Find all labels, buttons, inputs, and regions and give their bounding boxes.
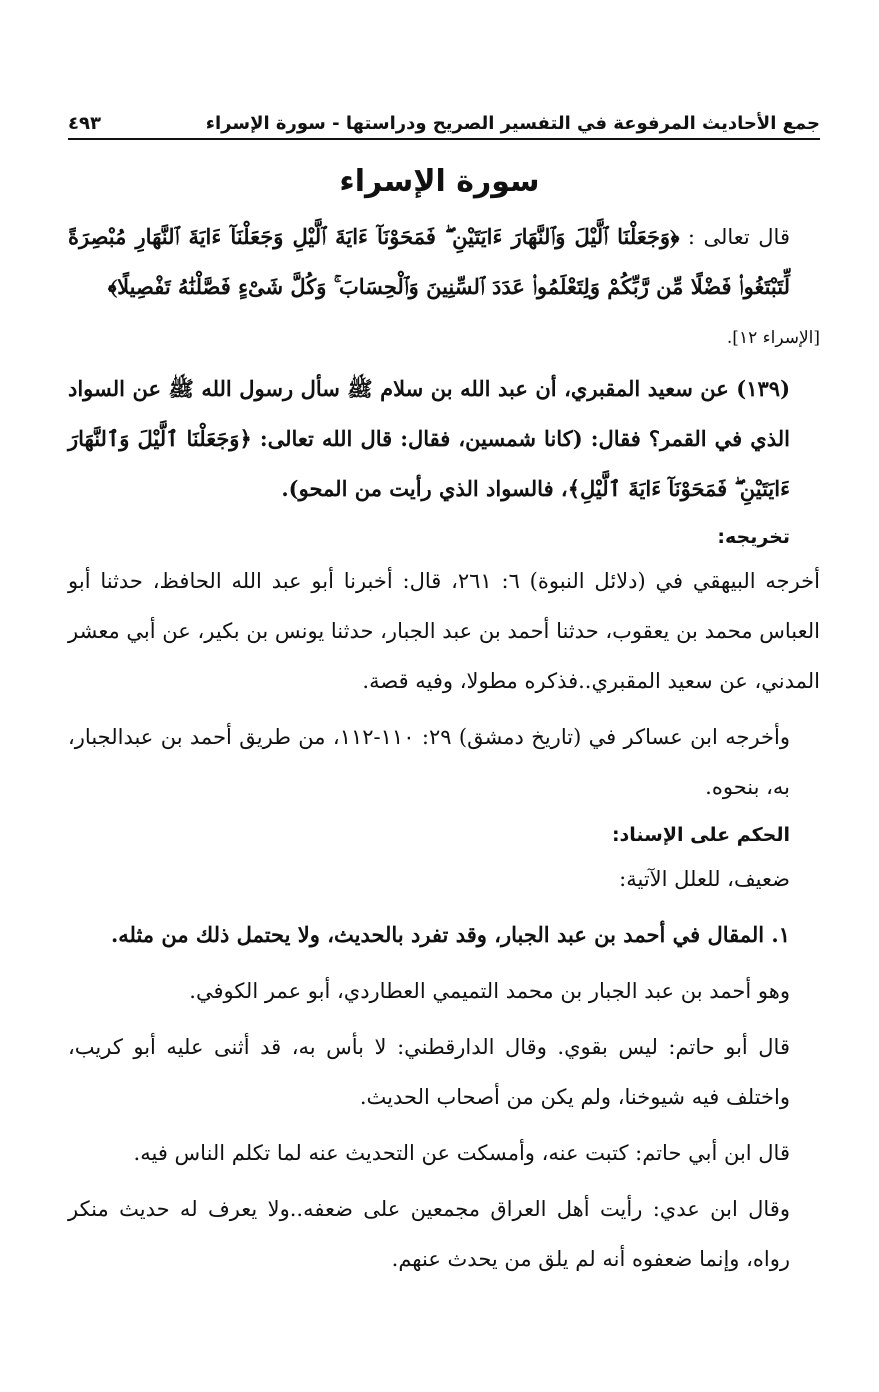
verse-reference: [الإسراء ١٢]. [726,328,820,348]
takhrij-heading: تخريجه: [717,526,790,548]
hadith-text: (١٣٩) عن سعيد المقبري، أن عبد الله بن سلام ﷺ سأل رسول الله ﷺ عن السواد الذي في القمر؟ فقال: (كانا شمسين، فقال: قال الله تعالى: ﴿وَجَعَلْنَا ٱلَّيْلَ وَٱلنَّهَارَ ءَايَتَيْنِ ۖ فَمَحَوْنَآ ءَايَةَ ٱلَّيْلِ﴾، فالسواد الذي رأيت من المحو). [68,376,790,501]
takhrij-paragraph-1: أخرجه البيهقي في (دلائل النبوة) ٦: ٢٦١، قال: أخبرنا أبو عبد الله الحافظ، حدثنا أبو العباس محمد بن يعقوب، حدثنا أحمد بن عبد الجبار، حدثنا يونس بن بكير، عن أبي معشر المدني، عن سعيد المقبري..فذكره مطولا، وفيه قصة. [68,569,820,693]
hukm-heading: الحكم على الإسناد: [611,824,790,846]
page-body [68,212,820,1290]
header-divider [68,138,820,140]
running-title: جمع الأحاديث المرفوعة في التفسير الصريح ودراستها - سورة الإسراء [205,113,820,134]
hukm-point-1: ١. المقال في أحمد بن عبد الجبار، وقد تفرد بالحديث، ولا يحتمل ذلك من مثله. [110,922,790,947]
verse-paragraph [68,212,820,312]
surah-title: سورة الإسراء [339,164,540,199]
verse-intro: قال تعالى : [687,225,790,249]
hukm-intro: ضعيف، للعلل الآتية: [619,867,790,891]
hukm-paragraph-2: قال أبو حاتم: ليس بقوي. وقال الدارقطني: لا بأس به، قد أثنى عليه أبو كريب، واختلف فيه شيوخنا، ولم يكن من أصحاب الحديث. [68,1035,790,1109]
hukm-paragraph-1: وهو أحمد بن عبد الجبار بن محمد التميمي العطاردي، أبو عمر الكوفي. [189,979,790,1003]
quran-verse: ﴿وَجَعَلْنَا ٱلَّيْلَ وَٱلنَّهَارَ ءَايَتَيْنِ ۖ فَمَحَوْنَآ ءَايَةَ ٱلَّيْلِ وَجَعَلْنَآ ءَايَةَ ٱلنَّهَارِ مُبْصِرَةً لِّتَبْتَغُوا۟ فَضْلًا مِّن رَّبِّكُمْ وَلِتَعْلَمُوا۟ عَدَدَ ٱلسِّنِينَ وَٱلْحِسَابَ ۚ وَكُلَّ شَىْءٍ فَصَّلْنَٰهُ تَفْصِيلًا﴾ [68,224,790,299]
running-header [68,100,820,134]
takhrij-paragraph-2: وأخرجه ابن عساكر في (تاريخ دمشق) ٢٩: ١١٠-١١٢، من طريق أحمد بن عبدالجبار، به، بنحوه. [68,725,790,799]
hukm-paragraph-3: قال ابن أبي حاتم: كتبت عنه، وأمسكت عن التحديث عنه لما تكلم الناس فيه. [133,1141,790,1165]
page-number: ٤٩٣ [68,113,101,134]
hukm-paragraph-4: وقال ابن عدي: رأيت أهل العراق مجمعين على ضعفه..ولا يعرف له حديث منكر رواه، وإنما ضعفوه أنه لم يلق من يحدث عنهم. [68,1197,790,1271]
